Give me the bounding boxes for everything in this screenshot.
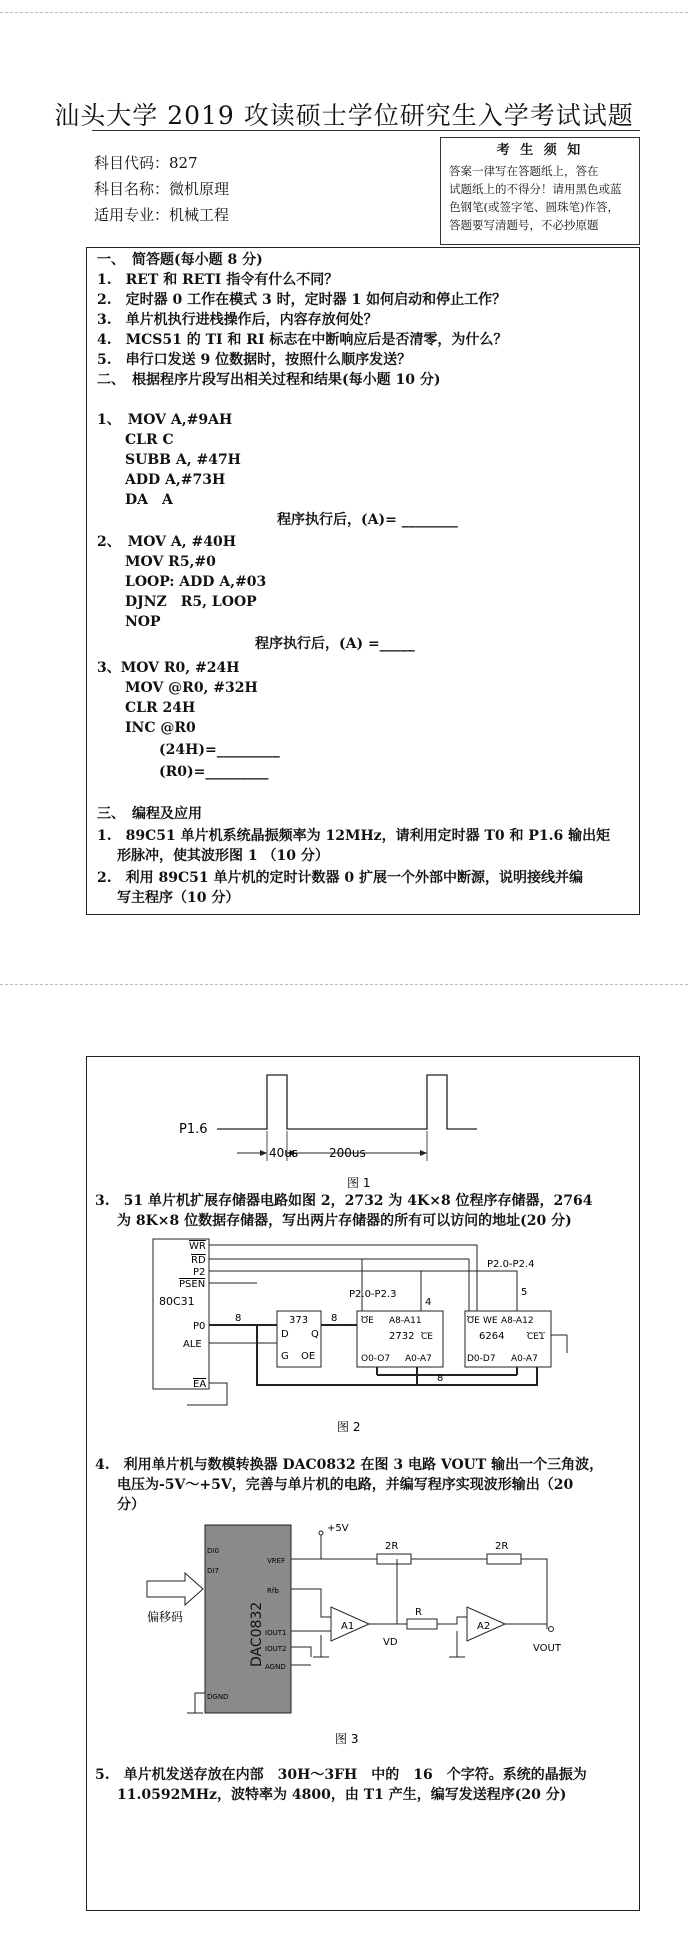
figure-2-memory-circuit — [117, 1235, 597, 1435]
program-3-line: CLR 24H — [125, 700, 196, 716]
program-1-line: CLR C — [125, 432, 174, 448]
page-edge-top — [0, 12, 688, 13]
ram-pin-oe: OE — [467, 1316, 480, 1326]
dac-chip-label: DAC0832 — [249, 1601, 265, 1667]
cpu-pin-ale: ALE — [183, 1339, 202, 1350]
cpu-pin-p2: P2 — [193, 1267, 206, 1278]
ram-pin-we: WE — [483, 1316, 498, 1326]
applicable-major: 适用专业：机械工程 — [94, 206, 230, 224]
section2-heading: 二、 根据程序片段写出相关过程和结果(每小题 10 分) — [97, 372, 441, 388]
fig2-caption: 图 2 — [337, 1420, 361, 1434]
question-1-3: 3. 单片机执行进栈操作后，内容存放何处？ — [97, 312, 378, 328]
eprom-label: 2732 — [389, 1331, 415, 1342]
question-5-line: 11.0592MHz，波特率为 4800，由 T1 产生，编写发送程序(20 分) — [117, 1787, 567, 1803]
figure-1-waveform — [147, 1073, 567, 1193]
figure-3-dac-circuit — [107, 1517, 607, 1747]
input-arrow — [147, 1573, 203, 1605]
cpu-pin-p0: P0 — [193, 1321, 206, 1332]
amp-a1: A1 — [341, 1621, 355, 1632]
question-1-5: 5. 串行口发送 9 位数据时，按照什么顺序发送？ — [97, 352, 412, 368]
question-4-line: 电压为-5V～+5V，完善与单片机的电路，并编写程序实现波形输出（20 — [117, 1477, 574, 1493]
bus-width-p0: 8 — [235, 1313, 242, 1324]
program-2-line: NOP — [125, 614, 161, 630]
fig1-signal-label: P1.6 — [179, 1122, 208, 1137]
eprom-pin-a0-a7: A0-A7 — [405, 1354, 432, 1364]
offset-code-label: 偏移码 — [147, 1610, 184, 1624]
program-2-line: MOV R5,#0 — [125, 554, 216, 570]
cpu-pin-wr: WR — [189, 1241, 206, 1252]
question-3-line: 为 8K×8 位数据存储器，写出两片存储器的所有可以访问的地址(20 分) — [117, 1213, 572, 1229]
notice-line: 色钢笔(或签字笔、圆珠笔)作答， — [449, 200, 619, 214]
latch-pin-g: G — [281, 1351, 289, 1362]
bus-p2-0-p2-3: P2.0-P2.3 — [349, 1289, 397, 1300]
question-4-line: 4. 利用单片机与数模转换器 DAC0832 在图 3 电路 VOUT 输出一个三角波， — [95, 1457, 604, 1473]
fig1-low-time: 40us — [269, 1146, 299, 1160]
question-box-1 — [86, 247, 640, 915]
question-3-2-line: 2. 利用 89C51 单片机的定时计数器 0 扩展一个外部中断源，说明接线并编 — [97, 870, 583, 886]
program-3-result-24h: (24H)=_________ — [159, 742, 280, 758]
cpu-label: 80C31 — [159, 1295, 195, 1308]
question-1-1: 1. RET 和 RETI 指令有什么不同？ — [97, 272, 339, 288]
cpu-pin-rd: RD — [191, 1255, 206, 1266]
candidate-notice — [440, 137, 640, 245]
program-2-line: LOOP: ADD A,#03 — [125, 574, 267, 590]
supply-label: +5V — [327, 1523, 349, 1534]
question-5-line: 5. 单片机发送存放在内部 30H～3FH 中的 16 个字符。系统的晶振为 — [95, 1767, 587, 1783]
latch-pin-q: Q — [311, 1329, 319, 1340]
program-1-line: SUBB A, #47H — [125, 452, 241, 468]
dac-pin-iout1: IOUT1 — [265, 1629, 287, 1637]
fig3-caption: 图 3 — [335, 1732, 359, 1746]
vd-label: VD — [383, 1637, 398, 1648]
eprom-pin-ce: CE — [421, 1332, 433, 1342]
latch-label: 373 — [289, 1315, 309, 1326]
subject-code: 科目代码：827 — [94, 154, 198, 172]
ram-pin-a0-a7: A0-A7 — [511, 1354, 538, 1364]
question-3-1-line: 形脉冲，使其波形图 1 （10 分） — [117, 848, 329, 864]
section1-heading: 一、 简答题(每小题 8 分) — [97, 252, 263, 268]
fig1-caption: 图 1 — [347, 1176, 371, 1190]
dac-pin-rfb: Rfb — [267, 1587, 279, 1595]
resistor-r: R — [415, 1607, 422, 1618]
section3-heading: 三、 编程及应用 — [97, 806, 202, 822]
exam-title: 汕头大学 2019 攻读硕士学位研究生入学考试试题 — [54, 101, 634, 130]
program-3-line: INC @R0 — [125, 720, 196, 736]
ram-pin-d0-d7: D0-D7 — [467, 1354, 496, 1364]
program-1-line: ADD A,#73H — [125, 472, 226, 488]
ram-pin-a8-a12: A8-A12 — [501, 1316, 534, 1326]
program-2-line: 2、 MOV A, #40H — [97, 534, 236, 550]
program-2-result: 程序执行后，(A) =_____ — [255, 636, 415, 652]
dac-pin-dgnd: DGND — [207, 1693, 229, 1701]
bus-width-ram-addr: 5 — [521, 1287, 528, 1298]
question-3-2-line: 写主程序（10 分） — [117, 890, 240, 906]
eprom-pin-oe: OE — [361, 1316, 374, 1326]
program-3-line: MOV @R0, #32H — [125, 680, 258, 696]
amp-a2: A2 — [477, 1621, 491, 1632]
ram-pin-ce1: CE1 — [527, 1332, 545, 1342]
program-3-result-r0: (R0)=_________ — [159, 764, 269, 780]
notice-title: 考 生 须 知 — [496, 143, 584, 158]
notice-line: 答案一律写在答题纸上，答在 — [449, 164, 599, 178]
subject-name: 科目名称：微机原理 — [94, 180, 230, 198]
question-4-line: 分） — [117, 1497, 145, 1513]
program-1-line: 1、 MOV A,#9AH — [97, 412, 233, 428]
bus-width-latch-out: 8 — [331, 1313, 338, 1324]
program-3-line: 3、MOV R0, #24H — [97, 660, 240, 676]
program-1-result: 程序执行后，(A)= ________ — [277, 512, 458, 528]
question-1-4: 4. MCS51 的 TI 和 RI 标志在中断响应后是否清零，为什么？ — [97, 332, 508, 348]
cpu-pin-psen: PSEN — [179, 1279, 206, 1290]
eprom-pin-o0-o7: O0-O7 — [361, 1354, 391, 1364]
question-3-1-line: 1. 89C51 单片机系统晶振频率为 12MHz，请利用定时器 T0 和 P1.6 输出矩 — [97, 828, 611, 844]
bus-width-eprom-addr: 4 — [425, 1297, 432, 1308]
question-3-line: 3. 51 单片机扩展存储器电路如图 2，2732 为 4K×8 位程序存储器，2764 — [95, 1193, 593, 1209]
eprom-pin-a8-a11: A8-A11 — [389, 1316, 422, 1326]
question-box-2 — [86, 1056, 640, 1911]
dac-pin-di0: DI0 — [207, 1547, 219, 1555]
question-1-2: 2. 定时器 0 工作在模式 3 时，定时器 1 如何启动和停止工作？ — [97, 292, 507, 308]
resistor-2r-1: 2R — [385, 1541, 399, 1552]
fig1-high-time: 200us — [329, 1146, 366, 1160]
page-edge-middle — [0, 984, 688, 985]
latch-pin-d: D — [281, 1329, 289, 1340]
notice-line: 答题要写清题号，不必抄原题 — [449, 218, 599, 232]
dac-pin-iout2: IOUT2 — [265, 1645, 287, 1653]
dac-pin-vref: VREF — [267, 1557, 286, 1565]
cpu-pin-ea: EA — [193, 1379, 207, 1390]
ram-label: 6264 — [479, 1331, 505, 1342]
program-1-line: DA A — [125, 492, 173, 508]
dac-pin-di7: DI7 — [207, 1567, 219, 1575]
bus-p2-0-p2-4: P2.0-P2.4 — [487, 1259, 535, 1270]
notice-line: 试题纸上的不得分！请用黑色或蓝 — [449, 182, 622, 196]
vout-label: VOUT — [533, 1643, 561, 1654]
program-2-line: DJNZ R5, LOOP — [125, 594, 257, 610]
latch-pin-oe: OE — [301, 1351, 316, 1362]
resistor-2r-2: 2R — [495, 1541, 509, 1552]
bus-width-data: 8 — [437, 1373, 444, 1384]
dac-pin-agnd: AGND — [265, 1663, 286, 1671]
title-rule — [92, 130, 640, 131]
